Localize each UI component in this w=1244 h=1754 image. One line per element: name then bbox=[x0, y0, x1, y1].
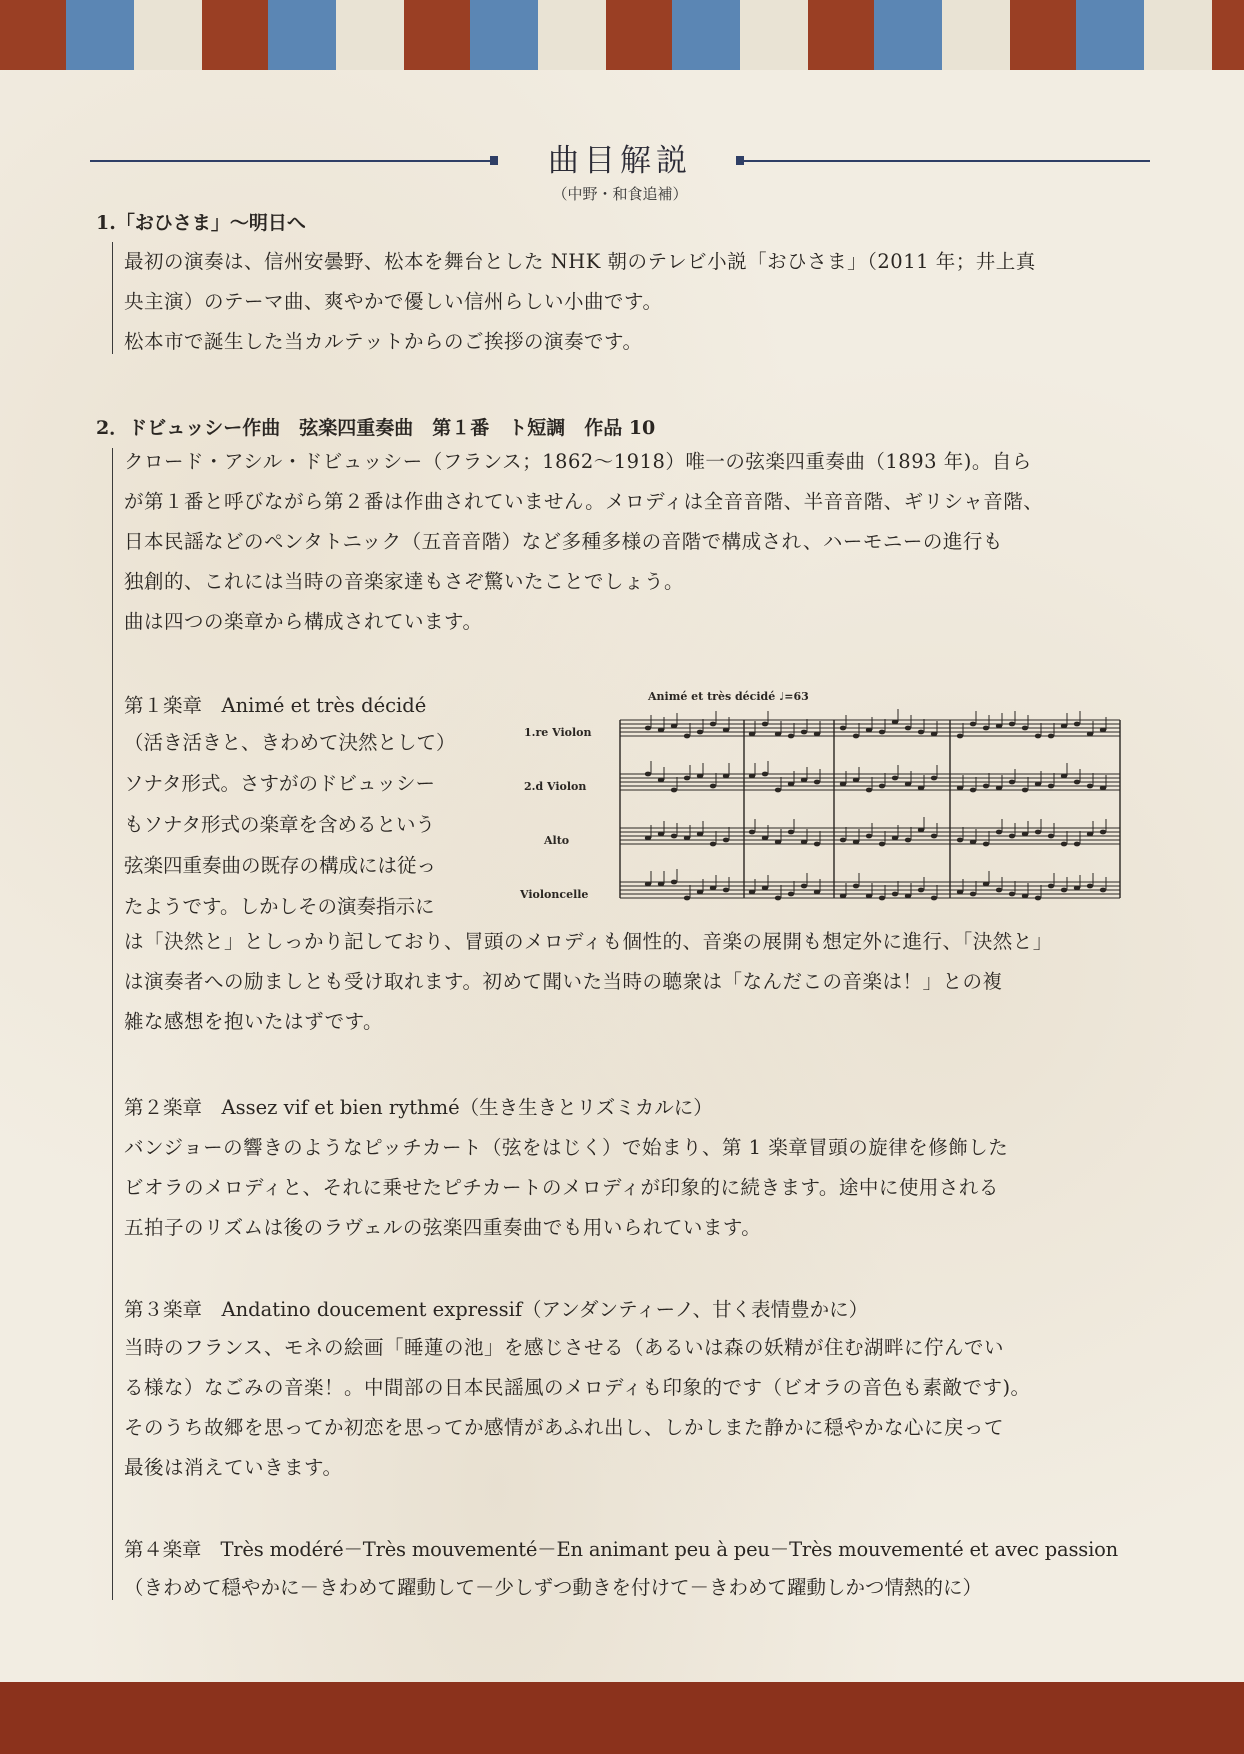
note-head bbox=[853, 840, 859, 845]
note-head bbox=[970, 840, 976, 845]
note-head bbox=[684, 734, 690, 739]
note-head bbox=[970, 892, 976, 897]
note-head bbox=[879, 730, 885, 735]
section-2-rule bbox=[112, 448, 113, 1600]
note-head bbox=[840, 782, 846, 787]
note-head bbox=[1009, 780, 1015, 785]
note-head bbox=[710, 722, 716, 727]
note-head bbox=[905, 726, 911, 731]
note-head bbox=[762, 886, 768, 891]
note-head bbox=[645, 836, 651, 841]
note-head bbox=[918, 730, 924, 735]
movement-3-line: 最後は消えていきます。 bbox=[124, 1456, 343, 1479]
section-2-line: 曲は四つの楽章から構成されています。 bbox=[124, 610, 483, 633]
note-head bbox=[684, 776, 690, 781]
note-head bbox=[853, 778, 859, 783]
note-head bbox=[814, 732, 820, 737]
section-1-heading: 1.「おひさま」～明日へ bbox=[96, 212, 306, 234]
note-head bbox=[1022, 788, 1028, 793]
movement-1-heading: 第１楽章 Animé et très décidé bbox=[124, 694, 427, 717]
note-head bbox=[983, 726, 989, 731]
section-2-line: が第１番と呼びながら第２番は作曲されていません。メロディは全音音階、半音音階、ギリシャ音階、 bbox=[124, 490, 1044, 513]
movement-4-heading: 第４楽章 Très modéré－Très mouvementé－En animant peu à peu－Très mouvementé et avec passion bbox=[124, 1538, 1119, 1561]
section-2-line: 独創的、これには当時の音楽家達もさぞ驚いたことでしょう。 bbox=[124, 570, 685, 593]
note-head bbox=[814, 842, 820, 847]
movement-1-side-text bbox=[124, 722, 524, 927]
page-subtitle: （中野・和食追補） bbox=[552, 185, 688, 203]
note-head bbox=[788, 892, 794, 897]
note-head bbox=[983, 842, 989, 847]
note-head bbox=[723, 838, 729, 843]
note-head bbox=[749, 890, 755, 895]
note-head bbox=[1100, 728, 1106, 733]
movement-1-line: 弦楽四重奏曲の既存の構成には従っ bbox=[124, 854, 437, 877]
note-head bbox=[671, 834, 677, 839]
note-head bbox=[996, 830, 1002, 835]
page-title: 曲目解説 bbox=[548, 143, 692, 179]
note-head bbox=[905, 782, 911, 787]
note-head bbox=[723, 774, 729, 779]
note-head bbox=[749, 774, 755, 779]
note-head bbox=[983, 882, 989, 887]
note-head bbox=[710, 784, 716, 789]
note-head bbox=[1074, 886, 1080, 891]
title-rule-left bbox=[90, 160, 492, 162]
score-instrument-label: 2.d Violon bbox=[524, 780, 587, 793]
note-head bbox=[645, 726, 651, 731]
movement-3-heading: 第３楽章 Andatino doucement expressif（アンダンティーノ、甘く表情豊かに） bbox=[124, 1298, 869, 1321]
note-head bbox=[957, 838, 963, 843]
note-head bbox=[1048, 834, 1054, 839]
note-head bbox=[879, 842, 885, 847]
note-head bbox=[1087, 884, 1093, 889]
note-head bbox=[996, 724, 1002, 729]
note-head bbox=[775, 896, 781, 901]
note-head bbox=[1087, 784, 1093, 789]
note-head bbox=[1061, 888, 1067, 893]
note-head bbox=[671, 880, 677, 885]
note-head bbox=[723, 728, 729, 733]
note-head bbox=[866, 728, 872, 733]
bottom-border-band bbox=[0, 1682, 1244, 1754]
movement-3-line: る様な）なごみの音楽！。中間部の日本民謡風のメロディも印象的です（ビオラの音色も素敵です)。 bbox=[124, 1376, 1031, 1399]
note-head bbox=[996, 888, 1002, 893]
note-head bbox=[697, 774, 703, 779]
note-head bbox=[905, 838, 911, 843]
note-head bbox=[775, 840, 781, 845]
section-1-body bbox=[124, 242, 1154, 362]
note-head bbox=[801, 884, 807, 889]
note-head bbox=[1061, 842, 1067, 847]
note-head bbox=[918, 828, 924, 833]
note-head bbox=[840, 838, 846, 843]
note-head bbox=[723, 888, 729, 893]
movement-2-line: 五拍子のリズムは後のラヴェルの弦楽四重奏曲でも用いられています。 bbox=[124, 1216, 762, 1239]
note-head bbox=[1061, 724, 1067, 729]
section-1-line: 松本市で誕生した当カルテットからのご挨拶の演奏です。 bbox=[124, 330, 643, 353]
note-head bbox=[710, 886, 716, 891]
note-head bbox=[788, 830, 794, 835]
note-head bbox=[957, 734, 963, 739]
note-head bbox=[892, 720, 898, 725]
note-head bbox=[840, 894, 846, 899]
note-head bbox=[697, 730, 703, 735]
note-head bbox=[749, 732, 755, 737]
score-tempo: Animé et très décidé ♩=63 bbox=[648, 690, 809, 703]
note-head bbox=[1100, 888, 1106, 893]
note-head bbox=[970, 788, 976, 793]
score-instrument-label: Violoncelle bbox=[520, 888, 589, 901]
movement-1-line: ソナタ形式。さすがのドビュッシー bbox=[124, 772, 436, 795]
note-head bbox=[814, 780, 820, 785]
note-head bbox=[1022, 894, 1028, 899]
note-head bbox=[1035, 734, 1041, 739]
note-head bbox=[1074, 722, 1080, 727]
note-head bbox=[1009, 892, 1015, 897]
note-head bbox=[1087, 832, 1093, 837]
movement-1-line: は「決然と」としっかり記しており、冒頭のメロディも個性的、音楽の展開も想定外に進行、「決然と」 bbox=[124, 930, 1053, 953]
note-head bbox=[1074, 780, 1080, 785]
note-head bbox=[879, 784, 885, 789]
note-head bbox=[658, 882, 664, 887]
note-head bbox=[749, 830, 755, 835]
movement-4-line: （きわめて穏やかに－きわめて躍動して－少しずつ動きを付けて－きわめて躍動しかつ情熱的に） bbox=[124, 1576, 983, 1599]
note-head bbox=[892, 892, 898, 897]
score-excerpt-image bbox=[516, 684, 1126, 914]
movement-3-line: そのうち故郷を思ってか初恋を思ってか感情があふれ出し、しかしまた静かに穏やかな心に戻って bbox=[124, 1416, 1005, 1439]
note-head bbox=[905, 894, 911, 899]
note-head bbox=[775, 788, 781, 793]
movement-1-line: 雑な感想を抱いたはずです。 bbox=[124, 1010, 384, 1033]
note-head bbox=[892, 776, 898, 781]
note-head bbox=[684, 836, 690, 841]
note-head bbox=[853, 884, 859, 889]
note-head bbox=[762, 772, 768, 777]
note-head bbox=[697, 890, 703, 895]
movement-3-line: 当時のフランス、モネの絵画「睡蓮の池」を感じさせる（あるいは森の妖精が住む湖畔に佇んでい bbox=[124, 1336, 1005, 1359]
note-head bbox=[853, 734, 859, 739]
note-head bbox=[1048, 784, 1054, 789]
section-1-line: 央主演）のテーマ曲、爽やかで優しい信州らしい小曲です。 bbox=[124, 290, 663, 313]
section-2-heading: 2．ドビュッシー作曲 弦楽四重奏曲 第１番 ト短調 作品 10 bbox=[96, 417, 656, 439]
note-head bbox=[1100, 830, 1106, 835]
movement-1-line: （活き活きと、きわめて決然として） bbox=[124, 731, 456, 754]
note-head bbox=[957, 786, 963, 791]
note-head bbox=[671, 788, 677, 793]
title-row bbox=[90, 140, 1150, 184]
note-head bbox=[710, 842, 716, 847]
note-head bbox=[1022, 832, 1028, 837]
note-head bbox=[1048, 734, 1054, 739]
note-head bbox=[866, 788, 872, 793]
movement-2-line: バンジョーの響きのようなピッチカート（弦をはじく）で始まり、第 1 楽章冒頭の旋律を修飾した bbox=[124, 1136, 1009, 1159]
movement-1-line: は演奏者への励ましとも受け取れます。初めて聞いた当時の聴衆は「なんだこの音楽は！」との複 bbox=[124, 970, 1003, 993]
movement-1-line: たようです。しかしその演奏指示に bbox=[124, 895, 435, 918]
note-head bbox=[1009, 722, 1015, 727]
note-head bbox=[918, 888, 924, 893]
note-head bbox=[658, 778, 664, 783]
title-rule-dot-left bbox=[490, 156, 498, 165]
note-head bbox=[957, 890, 963, 895]
title-rule-right bbox=[742, 160, 1150, 162]
section-1-line: 最初の演奏は、信州安曇野、松本を舞台とした NHK 朝のテレビ小説「おひさま」（2011 年；井上真 bbox=[124, 250, 1036, 273]
note-head bbox=[658, 728, 664, 733]
note-head bbox=[931, 732, 937, 737]
movement-2-body bbox=[124, 1128, 1154, 1248]
note-head bbox=[1035, 896, 1041, 901]
note-head bbox=[1035, 830, 1041, 835]
section-1-rule bbox=[112, 242, 113, 354]
section-2-line: 日本民謡などのペンタトニック（五音音階）など多種多様の音階で構成され、ハーモニーの進行も bbox=[124, 530, 1003, 553]
movement-2-line: ビオラのメロディと、それに乗せたピチカートのメロディが印象的に続きます。途中に使用される bbox=[124, 1176, 999, 1199]
movement-1-body bbox=[124, 922, 1154, 1042]
note-head bbox=[996, 786, 1002, 791]
note-head bbox=[1048, 884, 1054, 889]
note-head bbox=[801, 778, 807, 783]
top-stripe-border bbox=[0, 0, 1244, 70]
note-head bbox=[1009, 834, 1015, 839]
note-head bbox=[892, 836, 898, 841]
note-head bbox=[1074, 842, 1080, 847]
note-head bbox=[866, 834, 872, 839]
note-head bbox=[931, 896, 937, 901]
movement-3-body bbox=[124, 1328, 1154, 1488]
movement-2-heading: 第２楽章 Assez vif et bien rythmé（生き生きとリズミカルに） bbox=[124, 1096, 713, 1119]
note-head bbox=[788, 734, 794, 739]
score-instrument-label: 1.re Violon bbox=[524, 726, 592, 739]
section-2-line: クロード・アシル・ドビュッシー（フランス；1862～1918）唯一の弦楽四重奏曲（1893 年)。自ら bbox=[124, 450, 1032, 473]
score-instrument-label: Alto bbox=[544, 834, 570, 847]
note-head bbox=[762, 722, 768, 727]
note-head bbox=[762, 836, 768, 841]
note-head bbox=[1022, 726, 1028, 731]
note-head bbox=[1061, 774, 1067, 779]
note-head bbox=[931, 834, 937, 839]
note-head bbox=[1035, 782, 1041, 787]
note-head bbox=[931, 776, 937, 781]
note-head bbox=[788, 782, 794, 787]
section-2-body bbox=[124, 442, 1154, 642]
note-head bbox=[775, 732, 781, 737]
note-head bbox=[814, 890, 820, 895]
note-head bbox=[1087, 732, 1093, 737]
note-head bbox=[1100, 786, 1106, 791]
note-head bbox=[671, 724, 677, 729]
note-head bbox=[983, 784, 989, 789]
movement-4-body bbox=[124, 1568, 1154, 1608]
note-head bbox=[684, 896, 690, 901]
note-head bbox=[645, 772, 651, 777]
note-head bbox=[970, 722, 976, 727]
note-head bbox=[918, 786, 924, 791]
note-head bbox=[645, 882, 651, 887]
score-staves bbox=[620, 709, 1120, 900]
note-head bbox=[866, 894, 872, 899]
note-head bbox=[840, 726, 846, 731]
note-head bbox=[658, 832, 664, 837]
note-head bbox=[697, 832, 703, 837]
movement-1-line: もソナタ形式の楽章を含めるという bbox=[124, 813, 436, 836]
note-head bbox=[879, 896, 885, 901]
note-head bbox=[801, 840, 807, 845]
note-head bbox=[801, 730, 807, 735]
